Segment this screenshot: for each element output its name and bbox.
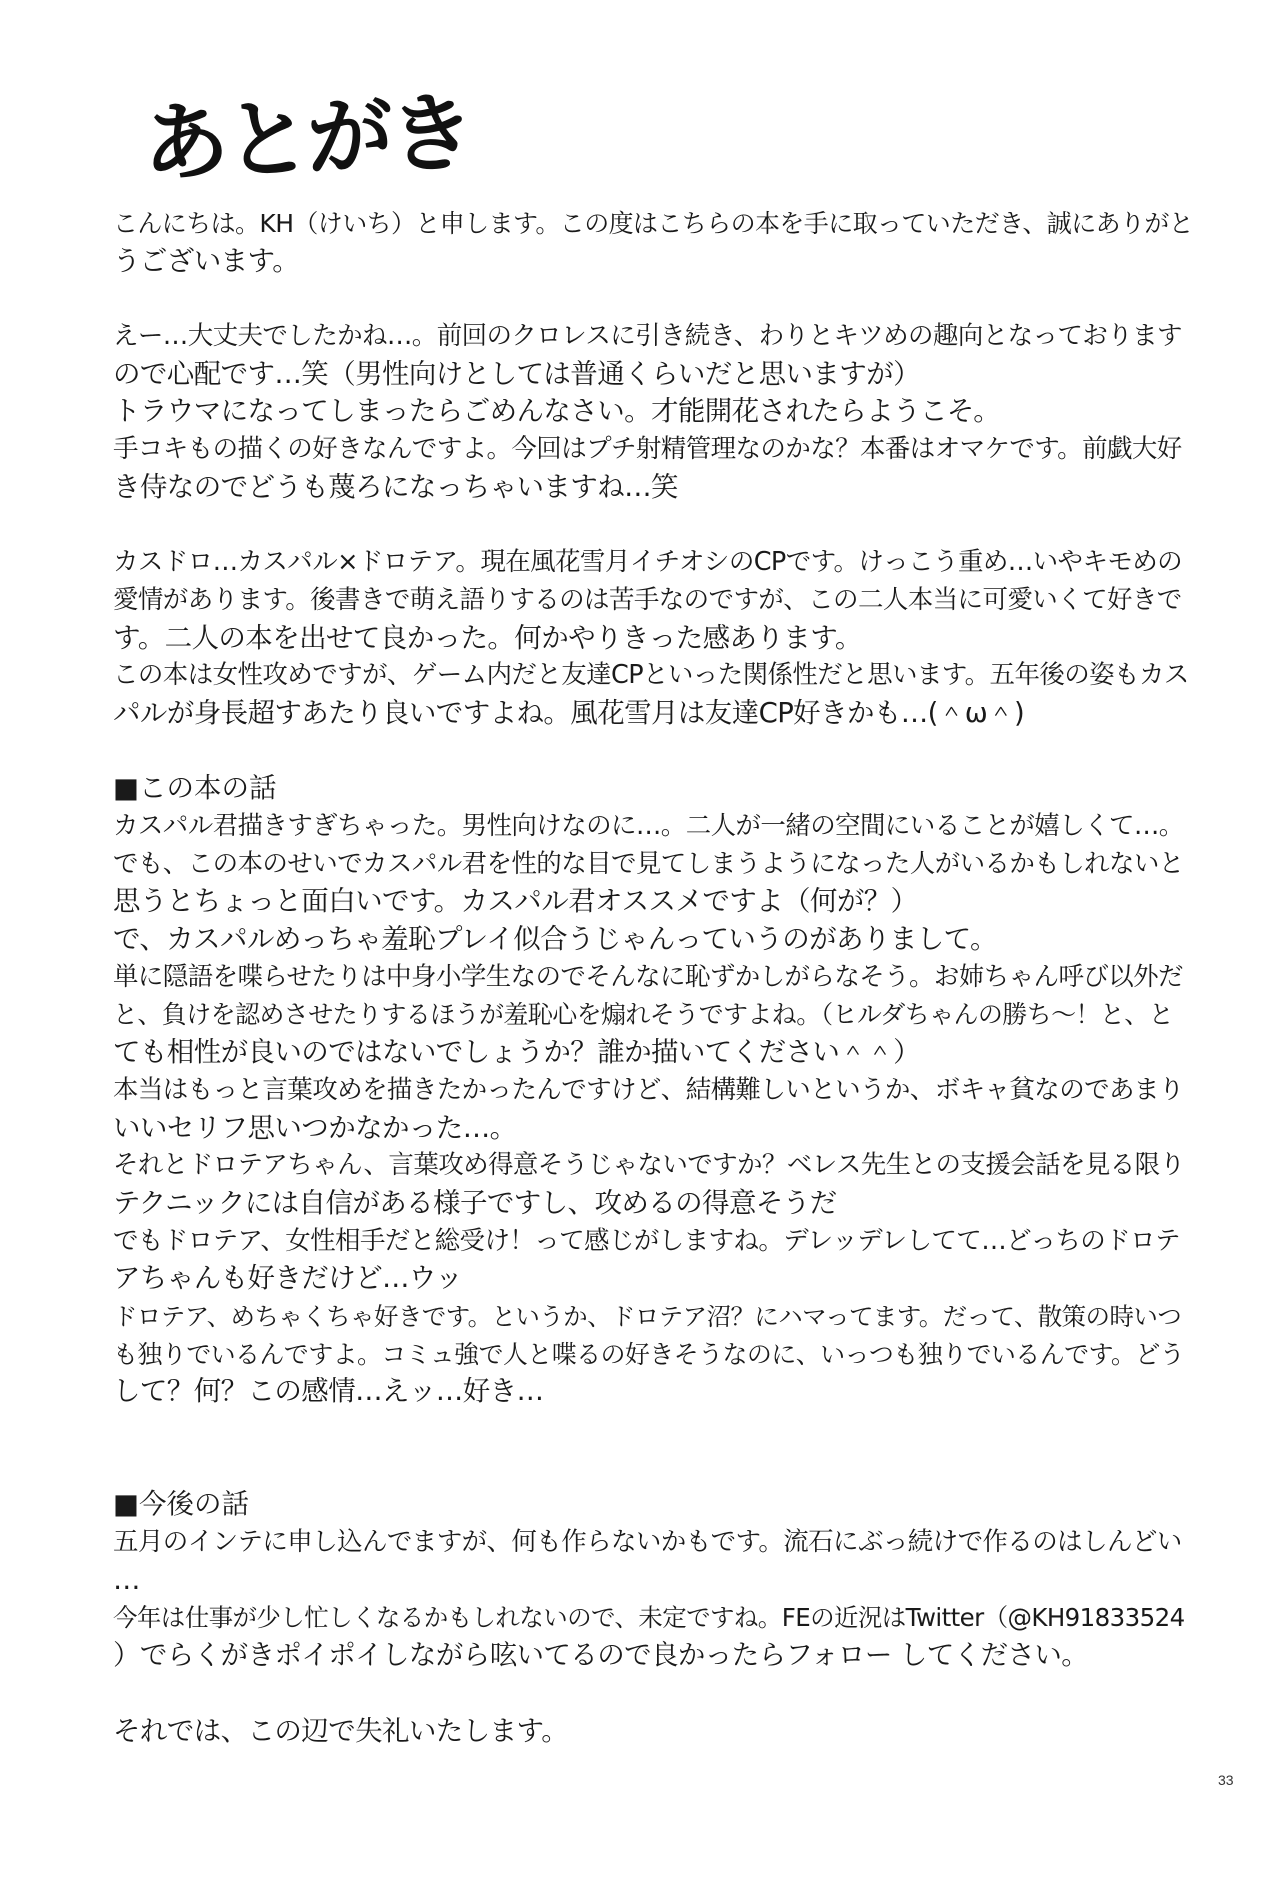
- text-line: トラウマになってしまったらごめんなさい。才能開花されたらようこそ。: [113, 395, 1001, 428]
- text-line: でも、この本のせいでカスパル君を性的な目で見てしまうようになった人がいるかもしれないと: [113, 848, 1184, 879]
- text-line: す。二人の本を出せて良かった。何かやりきった感あります。: [113, 621, 862, 654]
- page-number: 33: [1218, 1772, 1234, 1788]
- title-text: あとがき: [141, 83, 473, 195]
- text-line: …: [113, 1563, 140, 1596]
- text-line: えー…大丈夫でしたかね…。前回のクロレスに引き続き、わりとキツめの趣向となっております: [113, 321, 1182, 352]
- text-line: で、カスパルめっちゃ羞恥プレイ似合うじゃんっていうのがありまして。: [113, 923, 997, 956]
- text-line: テクニックには自信がある様子ですし、攻めるの得意そうだ: [113, 1186, 837, 1219]
- text-line: 本当はもっと言葉攻めを描きたかったんですけど、結構難しいというか、ボキャ貧なのであまり: [113, 1074, 1184, 1105]
- text-line: ）でらくがきポイポイしながら呟いてるので良かったらフォロー してください。: [113, 1639, 1089, 1672]
- afterword-title: [141, 83, 473, 195]
- section-heading-this-book: ■この本の話: [113, 772, 277, 805]
- text-line: き侍なのでどうも蔑ろになっちゃいますね…笑: [113, 470, 678, 503]
- text-line: ても相性が良いのではないでしょうか？誰か描いてください＾＾）: [113, 1036, 920, 1069]
- text-line: 単に隠語を喋らせたりは中身小学生なのでそんなに恥ずかしがらなそう。お姉ちゃん呼び以外だ: [113, 961, 1183, 992]
- text-line: 思うとちょっと面白いです。カスパル君オススメですよ（何が？）: [113, 885, 918, 918]
- text-line: も独りでいるんですよ。コミュ強で人と喋るの好きそうなのに、いっつも独りでいるんです。どう: [113, 1339, 1185, 1369]
- text-line: この本は女性攻めですが、ゲーム内だと友達CPといった関係性だと思います。五年後の姿もカス: [113, 660, 1189, 691]
- closing-line: それでは、この辺で失礼いたします。: [113, 1714, 569, 1747]
- text-line: でもドロテア、女性相手だと総受け！って感じがしますね。デレッデレしてて…どっちのドロテ: [113, 1225, 1180, 1256]
- text-line: 五月のインテに申し込んでますが、何も作らないかもです。流石にぶっ続けで作るのはしんどい: [113, 1527, 1182, 1558]
- text-line: こんにちは。KH（けいち）と申します。この度はこちらの本を手に取っていただき、誠にありがと: [113, 209, 1194, 238]
- text-line: ので心配です…笑（男性向けとしては普通くらいだと思いますが）: [113, 357, 920, 390]
- text-line: うございます。: [113, 244, 300, 277]
- text-line: と、負けを認めさせたりするほうが羞恥心を煽れそうですよね。（ヒルダちゃんの勝ち～！と、と: [113, 1000, 1174, 1030]
- afterword-body: [113, 205, 1193, 1750]
- text-line: して？何？この感情…えッ…好き…: [113, 1375, 544, 1408]
- text-line: 愛情があります。後書きで萌え語りするのは苦手なのですが、この二人本当に可愛いくて好きで: [113, 584, 1182, 615]
- text-line: 今年は仕事が少し忙しくなるかもしれないので、未定ですね。FEの近況はTwitter（@KH91833524: [113, 1603, 1185, 1633]
- text-line: パルが身長超すあたり良いですよね。風花雪月は友達CP好きかも…(＾ω＾): [113, 696, 1025, 729]
- text-line: ドロテア、めちゃくちゃ好きです。というか、ドロテア沼？にハマってます。だって、散策の時いつ: [113, 1301, 1182, 1331]
- text-line: いいセリフ思いつかなかった…。: [113, 1111, 517, 1144]
- section-heading-future: ■今後の話: [113, 1488, 249, 1521]
- text-line: カスパル君描きすぎちゃった。男性向けなのに…。二人が一緒の空間にいることが嬉しくて…。: [113, 811, 1184, 841]
- text-line: カスドロ…カスパル×ドロテア。現在風花雪月イチオシのCPです。けっこう重め…いやキモめの: [113, 547, 1183, 578]
- text-line: 手コキもの描くの好きなんですよ。今回はプチ射精管理なのかな？本番はオマケです。前戯大好: [113, 434, 1182, 465]
- text-line: それとドロテアちゃん、言葉攻め得意そうじゃないですか？ベレス先生との支援会話を見る限り: [113, 1150, 1185, 1181]
- text-line: アちゃんも好きだけど…ウッ: [113, 1262, 463, 1295]
